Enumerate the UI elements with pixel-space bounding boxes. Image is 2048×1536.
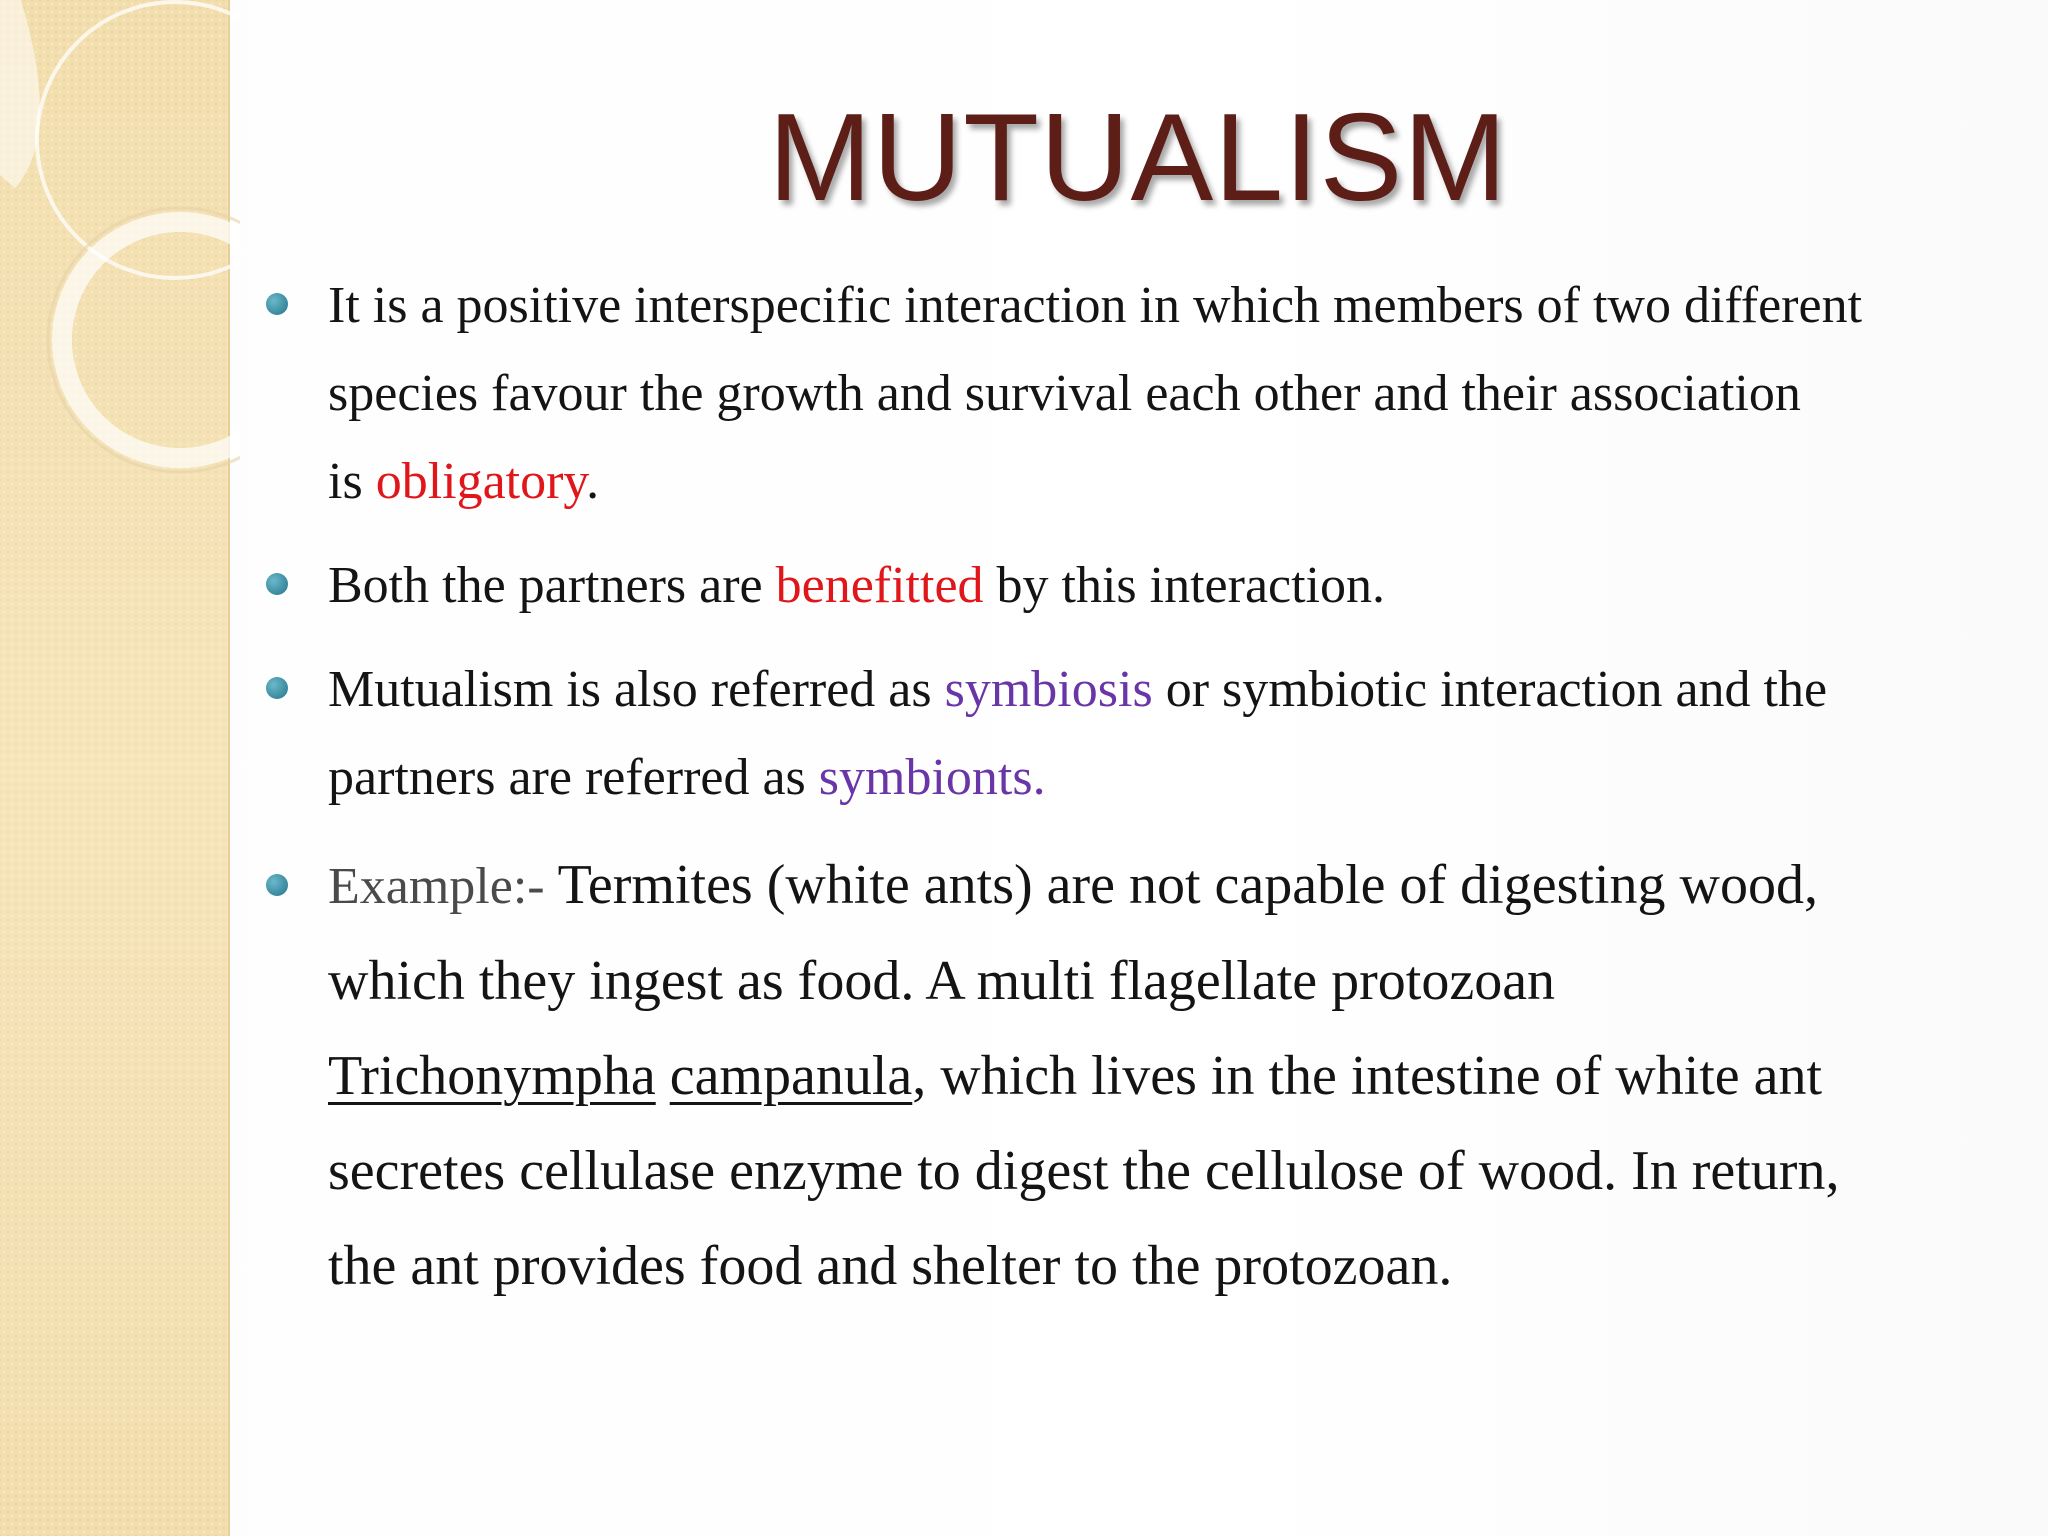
bullet-text: by this interaction. bbox=[983, 557, 1386, 614]
bullet-text: species favour the growth and survival each other and their association bbox=[328, 365, 1801, 422]
bullet-text: or symbiotic interaction and the bbox=[1152, 661, 1828, 718]
bullet-text: Termites (white ants) are not capable of digesting wood, bbox=[557, 854, 1818, 916]
genus-name: Trichonympha bbox=[328, 1045, 656, 1107]
slide-title: MUTUALISM bbox=[768, 89, 1508, 227]
bullet-text: secretes cellulase enzyme to digest the cellulose of wood. In return, bbox=[328, 1140, 1840, 1202]
species-name: campanula bbox=[669, 1045, 913, 1107]
bullet-item-benefit bbox=[258, 542, 1998, 630]
bullet-text: , which lives in the intestine of white ant bbox=[912, 1045, 1823, 1107]
highlight-symbiosis: symbiosis bbox=[944, 661, 1153, 718]
bullet-item-definition bbox=[258, 262, 1998, 526]
highlight-symbionts: symbionts. bbox=[818, 749, 1046, 806]
bullet-text: . bbox=[586, 453, 600, 510]
bullet-text: which they ingest as food. A multi flagellate protozoan bbox=[328, 950, 1556, 1012]
bullet-dot-icon bbox=[266, 573, 288, 595]
decorative-rings bbox=[0, 0, 240, 520]
example-label: Example:- bbox=[328, 858, 558, 915]
bullet-text: partners are referred as bbox=[328, 749, 819, 806]
bullet-list bbox=[258, 262, 1998, 1314]
bullet-item-symbiosis bbox=[258, 646, 1998, 822]
bullet-dot-icon bbox=[266, 874, 288, 896]
highlight-obligatory: obligatory bbox=[375, 453, 587, 510]
bullet-item-example bbox=[258, 838, 1998, 1314]
bullet-dot-icon bbox=[266, 293, 288, 315]
bullet-text: Mutualism is also referred as bbox=[328, 661, 945, 718]
bullet-dot-icon bbox=[266, 677, 288, 699]
highlight-benefitted: benefitted bbox=[775, 557, 984, 614]
bullet-text: the ant provides food and shelter to the protozoan. bbox=[328, 1235, 1453, 1297]
bullet-text: Both the partners are bbox=[328, 557, 776, 614]
bullet-text: is bbox=[328, 453, 376, 510]
bullet-text: It is a positive interspecific interaction in which members of two different bbox=[328, 277, 1863, 334]
